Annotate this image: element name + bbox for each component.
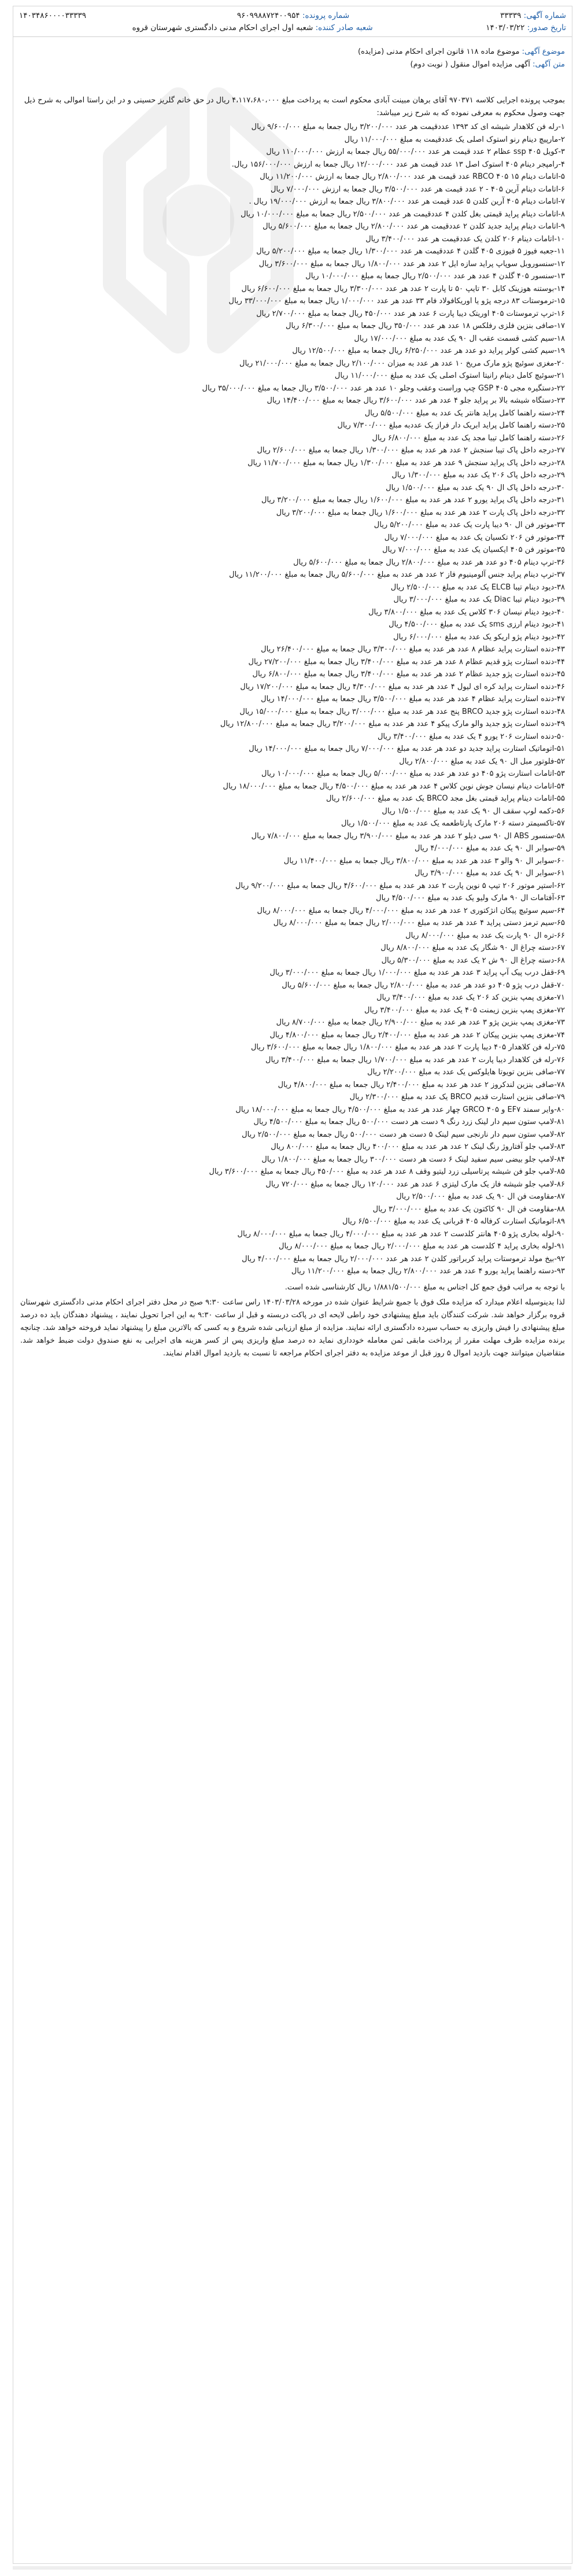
list-item: ۴۰-دیود دینام نیسان ۳۰۶ کلاس یک عدد به مبلغ ۳/۸۰۰/۰۰۰ ریال — [368, 607, 565, 617]
closing-paragraph: لذا بدینوسیله اعلام میدارد که مزایده ملک فوق با جمیع شرایط عنوان شده در مورخه ۱۴۰۳/۰۳/۲۸ راس ساعت ۹:۳۰ صبح در محل دفتر اجرای احکام مدنی دادگستری شهرستان قروه برگزار خواهد شد. شرکت کنندگان باید مبلغ پیشنهادی خود راطی لایحه ای در پاکت دربسته و قبل از ساعت ۹:۳۰ به این اجرا تحویل نمایند ، پیشنهاد دهندگان باید ده درصد مبلغ پیشنهادی را فیش واریزی به حساب سپرده دادگستری ارائه نمایند. مزایده از مبلغ ارزیابی شده شروع و به کسی که بالاترین مبلغ را پیشنهاد نماید فروخته خواهد شد. چنانچه برنده مزایده ظرف مهلت مقرر از پرداخت مابقی ثمن معامله خودداری نماید ده درصد مبلغ واریزی پس از کسر هزینه های اجرایی به نفع صندوق دولت ضبط خواهد شد. متقاضیان میتوانند جهت بازدید اموال ۵ روز قبل از موعد مزایده به دفتر اجرای احکام مراجعه تا نسبت به بازدید اموال اقدام نمایند. — [20, 1298, 565, 1358]
list-item: ۷-اتامات دینام ۴۰۵ آرین کلدن ۵ عدد قیمت هر عدد ۳/۸۰۰/۰۰۰ ریال جمعا به ارزش ۱۹/۰۰۰/۰۰۰ ریال . — [249, 197, 565, 206]
issue-date: تاریخ صدور: ۱۴۰۳/۰۳/۲۲ — [486, 23, 566, 32]
list-item: ۸۷-مقاومت فن ال ۹۰ یک عدد به مبلغ ۲/۵۰۰/۰۰۰ ریال — [396, 1192, 565, 1201]
list-item: ۸۵-لامپ جلو فن شیشه پرتاسیلی زرد لیتیو وقف ۸ عدد هر عدد به مبلغ ۴۵۰/۰۰۰ ریال جمعا به مبلغ ۳/۶۰۰/۰۰۰ ریال — [209, 1167, 565, 1176]
list-item: ۵۹-سوابر ال ۹۰ یک عدد به مبلغ ۴/۰۰۰/۰۰۰ ریال — [414, 844, 565, 853]
list-item: ۸۸-مقاومت فن ال ۹۰ کاکتون یک عدد به مبلغ ۳/۰۰۰/۰۰۰ ریال — [372, 1204, 565, 1214]
list-item: ۳۰-درجه داخل پاک ال ۹۰ یک عدد به مبلغ ۱/۵۰۰/۰۰۰ ریال — [386, 483, 565, 492]
list-item: ۱۰-اتامات دینام ۲۰۶ کلدن یک عددقیمت هر عدد ۳/۴۰۰/۰۰۰ ریال — [365, 234, 565, 244]
list-item: ۵۳-اتامات استارت پژو ۴۰۵ دو عدد هر عدد به مبلغ ۵/۰۰۰/۰۰۰ ریال جمعا به مبلغ ۱۰/۰۰۰/۰۰۰ ریال — [261, 769, 565, 778]
list-item: ۴۴-دنده استارت پژو قدیم عظام ۸ عدد هر عدد به مبلغ ۳/۴۰۰/۰۰۰ ریال جمعا به مبلغ ۲۷/۲۰۰/۰۰۰ ریال — [248, 657, 565, 666]
list-item: ۹۲-بیخ مولد ترموستات پراید کربراتور کلدن ۲ عدد هر عدد ۲/۰۰۰/۰۰۰ ریال جمعا به مبلغ ۴/۰۰۰/۰۰۰ ریال — [242, 1254, 565, 1263]
list-item: ۱۳-سنسور ۴۰۵ گلدن ۴ عدد هر عدد ۲/۵۰۰/۰۰۰ ریال جمعا به مبلغ ۱۰/۰۰۰/۰۰۰ ریال — [305, 272, 565, 281]
list-item: ۷۹-صافی بنزین استارت قدیم BRCO یک عدد به مبلغ ۲/۳۰۰/۰۰۰ ریال — [349, 1093, 565, 1101]
list-item: ۲۹-درجه داخل پاک ۲۰۶ یک عدد به مبلغ ۱/۳۰۰/۰۰۰ ریال — [391, 471, 565, 480]
list-item: ۷۳-مغزی پمپ بنزین پژو ۳ عدد هر عدد به مبلغ ۲/۹۰۰/۰۰۰ ریال جمعا به مبلغ ۸/۷۰۰/۰۰۰ ریال — [276, 1018, 565, 1027]
list-item: ۳۶-ترپ دینام ۴۰۵ دو عدد هر عدد به مبلغ ۲/۸۰۰/۰۰۰ ریال جمعا به مبلغ ۵/۶۰۰/۰۰۰ ریال — [293, 558, 565, 567]
list-item: ۸۹-اتوماتیک استارت کرفاله ۴۰۵ قربانی یک عدد به مبلغ ۶/۵۰۰/۰۰۰ ریال — [342, 1217, 565, 1226]
subject-line: موضوع آگهی: موضوع ماده ۱۱۸ قانون اجرای احکام مدنی (مزایده) — [358, 47, 565, 56]
header-row-1 — [19, 11, 566, 20]
notice-body — [20, 94, 565, 1360]
list-item: ۵۵-اتامات دینام پراید قیمتی بغل مجد BRCO یک عدد به مبلغ ۲/۶۰۰/۰۰۰ ریال — [326, 794, 565, 803]
list-item: ۸۳-لامپ جلو آفتاروژ رنگ لینک ۲ عدد هر عدد به مبلغ ۴۰۰/۰۰۰ ریال جمعا به مبلغ ۸۰۰/۰۰۰ ریال — [271, 1143, 565, 1151]
notice-header — [13, 6, 572, 37]
list-item: ۵۲-فلوتور مبل ال ۹۰ یک عدد به مبلغ ۲/۸۰۰/۰۰۰ ریال — [399, 757, 565, 766]
list-item: ۳۵-موتور فن ۴۰۵ ایکسیان یک عدد به مبلغ ۷/۰۰۰/۰۰۰ ریال — [382, 546, 565, 554]
list-item: ۵۷-تاکسیمتر دسته ۲۰۶ مارک پارتاطعمه یک عدد به مبلغ ۱/۵۰۰/۰۰۰ ریال — [341, 819, 565, 828]
list-item: ۶۵-سیم ترمز دستی پراید ۴ عدد هر عدد به مبلغ ۲/۰۰۰/۰۰۰ ریال جمعا به مبلغ ۸/۰۰۰/۰۰۰ ریال — [273, 919, 565, 927]
list-item: ۶۱-سوابر ال ۹۰ یک عدد به مبلغ ۳/۹۰۰/۰۰۰ ریال — [414, 869, 565, 878]
list-item: ۱۹-سیم کشی کولر پراید دو عدد هر عدد ۶/۲۵۰/۰۰۰ ریال جمعا به مبلغ ۱۲/۵۰۰/۰۰۰ ریال — [292, 347, 565, 355]
issuing-branch: شعبه صادر کننده: شعبه اول اجرای احکام مدنی دادگستری شهرستان قروه — [132, 23, 373, 32]
list-item: ۴۹-دنده استارت پژو جدید والو مارک پیکو ۴ عدد هر عدد به مبلغ ۳/۲۰۰/۰۰۰ ریال جمعا به مبلغ ۱۲/۸۰۰/۰۰۰ ریال — [220, 720, 565, 728]
list-item: ۱۸-سیم کشی قسمت عقب ال ۹۰ یک عدد به مبلغ ۱۷/۰۰۰/۰۰۰ ریال — [354, 334, 565, 343]
list-item: ۲۸-درجه داخل پاک پراید سنجش ۹ عدد هر عدد به مبلغ ۱/۳۰۰/۰۰۰ ریال جمعا به مبلغ ۱۱/۷۰۰/۰۰۰ ریال — [247, 458, 565, 467]
list-item: ۵۱-اتوماتیک استارت پراید جدید دو عدد هر عدد به مبلغ ۷/۰۰۰/۰۰۰ ریال جمعا به مبلغ ۱۴/۰۰۰/۰۰۰ ریال — [249, 745, 565, 753]
list-item: ۹-اتامات دینام پراید جدید کلدن ۲ عددقیمت هر عدد ۲/۸۰۰/۰۰۰ ریال جمعا به مبلغ ۵/۶۰۰/۰۰۰ ریال — [263, 222, 565, 231]
list-item: ۳۷-ترپ دینام پراید جنس آلومینیوم فاز ۲ عدد هر عدد به مبلغ ۵/۶۰۰/۰۰۰ ریال جمعا به مبلغ ۱۱/۲۰۰/۰۰۰ ریال — [229, 570, 565, 579]
list-item: ۲۲-دستگیره مجی GSP ۴۰۵ چپ وراست وعقب وجلو ۱۰ عدد هر عدد ۳/۵۰۰/۰۰۰ ریال جمعا به مبلغ ۳۵/۰۰۰/۰۰۰ ریال — [202, 384, 565, 393]
list-item: ۷۷-صافی بنزین تویوتا هایلوکس یک عدد به مبلغ ۲/۲۰۰/۰۰۰ ریال — [367, 1068, 565, 1077]
list-item: ۶۳-آفتامات ال ۹۰ مارک ولیو یک عدد به مبلغ ۴/۵۰۰/۰۰۰ ریال — [376, 894, 565, 902]
header-row-2 — [19, 23, 566, 32]
list-item: ۲-مارپیچ دینام رنو استوک اصلی یک عددقیمت به مبلغ ۱۱/۰۰۰/۰۰۰ ریال — [344, 135, 565, 144]
list-item: ۶۹-قفل درب پیک آپ پراید ۳ عدد هر عدد به مبلغ ۱/۰۰۰/۰۰۰ ریال جمعا به مبلغ ۳/۰۰۰/۰۰۰ ریال — [269, 968, 565, 977]
list-item: ۸۱-لامپ ستون سیم دار لینک زرد رنگ ۹ دست هر دست ۵۰۰/۰۰۰ ریال جمعا به مبلغ ۴/۵۰۰/۰۰۰ ریال — [253, 1118, 565, 1126]
list-item: ۹۰-لوله بخاری پژو ۴۰۵ هانتر کلدست ۲ عدد هر عدد به مبلغ ۴/۰۰۰/۰۰۰ ریال جمعا به مبلغ ۸/۰۰۰/۰۰۰ ریال — [237, 1229, 565, 1239]
list-item: ۵۸-سنسور ABS ال ۹۰ سی دیلو ۲ عدد هر عدد به مبلغ ۳/۹۰۰/۰۰۰ ریال جمعا به مبلغ ۷/۸۰۰/۰۰۰ ریال — [251, 831, 565, 841]
list-item: ۷۵-رله فن کلاهدار ۴۰۵ دیبا پارت ۲ عدد هر عدد به مبلغ ۱/۸۰۰/۰۰۰ ریال جمعا به مبلغ ۳/۶۰۰/۰۰۰ ریال — [250, 1043, 565, 1052]
list-item: ۴۸-دنده استارت پژو جدید BRCO پنج عدد هر عدد به مبلغ ۳/۰۰۰/۰۰۰ ریال جمعا به مبلغ ۱۵/۰۰۰/۰۰۰ ریال — [239, 707, 565, 716]
list-item: ۳۲-درجه داخل پاک پارت ۲ عدد هر عدد به مبلغ ۱/۶۰۰/۰۰۰ ریال جمعا به مبلغ ۳/۲۰۰/۰۰۰ ریال — [276, 508, 565, 517]
list-item: ۹۱-لوله بخاری پراید ۴ کلدست هر عدد به مبلغ ۲/۰۰۰/۰۰۰ ریال جمعا به مبلغ ۸/۰۰۰/۰۰۰ ریال — [279, 1242, 565, 1251]
list-item: ۱۶-ترپ ترموستات ۴۰۵ اوریتک دیبا پارت ۶ عدد هر عدد ۴۵۰/۰۰۰ ریال جمعا به مبلغ ۲/۷۰۰/۰۰۰ ریال — [256, 309, 565, 318]
list-item: ۴۱-دیود دینام ارزی sms یک عدد به مبلغ ۴/۵۰۰/۰۰۰ ریال — [389, 620, 565, 629]
list-item: ۷۶-رله فن کلاهدار دیبا پارت ۲ عدد هر عدد به مبلغ ۱/۷۰۰/۰۰۰ ریال جمعا به مبلغ ۳/۴۰۰/۰۰۰ ریال — [265, 1055, 565, 1064]
list-item: ۸۴-لامپ جلو بیضی سیم سفید لینک ۶ دست هر دست ۳۰۰/۰۰۰ ریال جمعا به مبلغ ۱/۸۰۰/۰۰۰ ریال — [261, 1155, 565, 1164]
list-item: ۵-اتامات دینام RBCO ۴۰۵ ۱۵ عدد قیمت هر عدد ۲/۸۰۰/۰۰۰ ریال جمعا به ارزش ۱۱/۲۰۰/۰۰۰ ریال — [260, 172, 565, 181]
list-item: ۲۴-دسته راهنما کامل پراید هانتر یک عدد به مبلغ ۵/۵۰۰/۰۰۰ ریال — [364, 408, 565, 418]
list-item: ۴۷-دنده استارت پراید عظام ۴ عدد هر عدد به مبلغ ۳/۵۰۰/۰۰۰ ریال جمعا به مبلغ ۱۴/۰۰۰/۰۰۰ ریال — [261, 695, 565, 703]
list-item: ۵۴-اتامات دینام نیسان جوش نوین کلاس ۴ عدد هر عدد به مبلغ ۴/۵۰۰/۰۰۰ ریال جمعا به مبلغ ۱۸/۰۰۰/۰۰۰ ریال — [223, 782, 565, 791]
list-item: ۴۲-دیود دینام پژو اریکو یک عدد به مبلغ ۶/۰۰۰/۰۰۰ ریال — [393, 632, 565, 642]
list-item: ۶۲-استپر موتور ۲۰۶ تیپ ۵ نوین پارت ۲ عدد هر عدد به مبلغ ۴/۶۰۰/۰۰۰ ریال جمعا به مبلغ ۹/۲۰۰/۰۰۰ ریال — [235, 881, 565, 890]
page-bottom-strip — [13, 2566, 571, 2570]
list-item: ۱۲-سنسوروبل سوپاپ پراید سازه ایل ۲ عدد هر عدد ۱/۸۰۰/۰۰۰ ریال جمعا به مبلغ ۳/۶۰۰/۰۰۰ ریال — [258, 259, 565, 268]
list-item: ۷۸-صافی بنزین لندکروز ۲ عدد هر عدد به مبلغ ۲/۴۰۰/۰۰۰ ریال جمعا به مبلغ ۴/۸۰۰/۰۰۰ ریال — [278, 1080, 565, 1089]
list-item: ۳۹-دیود دینام تیبا Diac یک عدد به مبلغ ۳/۰۰۰/۰۰۰ ریال — [393, 595, 565, 604]
list-item: ۵۶-دکمه لوپ سقف ال ۹۰ یک عدد به مبلغ ۱/۵۰۰/۰۰۰ ریال — [382, 806, 565, 816]
list-item: ۶۶-تره ال ۹۰ پارت یک عدد به مبلغ ۸/۰۰۰/۰۰۰ ریال — [405, 931, 565, 940]
list-item: ۷۱-مغزی پمپ بنزین کد ۲۰۶ یک عدد به مبلغ ۳/۴۰۰/۰۰۰ ریال — [376, 993, 565, 1002]
list-item: ۷۲-مغزی پمپ بنزین زیمنت ۴۰۵ یک عدد به مبلغ ۳/۴۰۰/۰۰۰ ریال — [364, 1005, 565, 1015]
items-list — [20, 121, 565, 1278]
list-item: ۱-رله فن کلاهدار شیشه ای کد ۱۳۹۳ عددقیمت هر عدد ۳/۲۰۰/۰۰۰ ریال جمعا به مبلغ ۹/۶۰۰/۰۰۰ ریال — [251, 123, 565, 131]
list-item: ۱۵-ترموستات ۸۳ درجه پژو یا اوریکافولاد فام ۳۳ عدد هر عدد ۱/۰۰۰/۰۰۰ ریال جمعا به مبلغ ۳۳/۰۰۰/۰۰۰ ریال — [228, 297, 565, 305]
notice-number: شماره آگهی: ۳۳۳۳۹ — [500, 11, 566, 20]
list-item: ۱۱-جعبه فیوز ۵ فیوزی ۴۰۵ گلدن ۴ عددقیمت هر عدد ۱/۳۰۰/۰۰۰ ریال جمعا به مبلغ ۵/۲۰۰/۰۰۰ ریال — [256, 247, 565, 256]
notice-paper — [13, 6, 572, 2564]
list-item: ۳۴-موتور فن ۲۰۶ تکسیان یک عدد به مبلغ ۷/۰۰۰/۰۰۰ ریال — [384, 533, 565, 542]
list-item: ۲۳-دستگاه شیشه بالا بر پراید جلو ۴ عدد هر عدد ۳/۶۰۰/۰۰۰ ریال جمعا به مبلغ ۱۴/۴۰۰/۰۰۰ ریال — [267, 396, 565, 405]
list-item: ۲۷-درجه داخل پاک تیبا سنجش ۲ عدد هر عدد به مبلغ ۱/۳۰۰/۰۰۰ ریال جمعا به مبلغ ۲/۶۰۰/۰۰۰ ریال — [257, 446, 565, 455]
list-item: ۴۵-دنده استارت پژو جدید عظام ۲ عدد هر عدد به مبلغ ۳/۴۰۰/۰۰۰ ریال جمعا به مبلغ ۶/۸۰۰/۰۰۰ ریال — [252, 670, 565, 679]
list-item: ۲۱-سوئیچ کامل دینام رانیتا استوک اصلی یک عدد به مبلغ ۱۱/۰۰۰/۰۰۰ ریال — [334, 371, 565, 380]
list-item: ۵۰-دنده استارت ۲۰۶ یورو ۴ یک عدد به مبلغ ۳/۴۰۰/۰۰۰ ریال — [377, 732, 565, 741]
total-line: با توجه به مراتب فوق جمع کل اجناس به مبلغ ۱/۸۸۱/۵۰۰/۰۰۰ ریال کارشناسی شده است. — [284, 1283, 565, 1292]
list-item: ۱۷-صافی بنزین فلزی رفلکس ۱۸ عدد هر عدد ۳۵۰/۰۰۰ ریال جمعا به مبلغ ۶/۳۰۰/۰۰۰ ریال — [286, 322, 565, 330]
list-item: ۶۰-سوابر ال ۹۰ والو ۳ عدد هر عدد به مبلغ ۳/۸۰۰/۰۰۰ ریال جمعا به مبلغ ۱۱/۴۰۰/۰۰۰ ریال — [283, 856, 565, 865]
list-item: ۷۴-مغزی پمپ بنزین پیکان ۲ عدد هر عدد به مبلغ ۲/۴۰۰/۰۰۰ ریال جمعا به مبلغ ۴/۸۰۰/۰۰۰ ریال — [269, 1030, 565, 1040]
notice-subject — [20, 46, 565, 71]
list-item: ۷۰-قفل درب پژو ۴۰۵ دو عدد هر عدد به مبلغ ۲/۸۰۰/۰۰۰ ریال جمعا به مبلغ ۵/۶۰۰/۰۰۰ ریال — [282, 981, 565, 990]
list-item: ۶۴-سیم سوئیچ پیکان انژکتوری ۲ عدد هر عدد به مبلغ ۴/۰۰۰/۰۰۰ ریال جمعا به مبلغ ۸/۰۰۰/۰۰۰ ریال — [257, 906, 565, 915]
list-item: ۳۱-درجه داخل پاک پراید یورو ۲ عدد هر عدد به مبلغ ۱/۶۰۰/۰۰۰ ریال جمعا به مبلغ ۳/۲۰۰/۰۰۰ ریال — [261, 496, 565, 504]
list-item: ۳۸-دیود دینام تیبا ELCB یک عدد به مبلغ ۲/۵۰۰/۰۰۰ ریال — [390, 583, 565, 592]
text-title-line: متن آگهی: آگهی مزایده اموال منقول ( نوبت دوم) — [410, 60, 565, 69]
list-item: ۳۳-موتور فن ال ۹۰ دیبا پارت یک عدد به مبلغ ۵/۲۰۰/۰۰۰ ریال — [374, 521, 565, 529]
list-item: ۲۵-دسته راهنما کامل پراید ابریک دار فراز یک عددبه مبلغ ۷/۳۰۰/۰۰۰ ریال — [337, 421, 565, 430]
list-item: ۸۲-لامپ ستون سیم دار نارنجی سیم لینک ۵ دست هر دست ۵۰۰/۰۰۰ ریال جمعا به مبلغ ۲/۵۰۰/۰۰۰ ریال — [242, 1130, 565, 1139]
list-item: ۸۶-لامپ جلو شیشه فاز یک مارک لیتزی ۶ عدد هر عدد ۱۲۰/۰۰۰ ریال جمعا به مبلغ ۷۲۰/۰۰۰ ریال — [265, 1180, 565, 1189]
list-item: ۴-رامپجر دینام ۴۰۵ استوک اصل ۱۳ عدد قیمت هر عدد ۱۲/۰۰۰/۰۰۰ ریال جمعا به ارزش ۱۵۶/۰۰۰/۰۰۰ ریال. — [231, 160, 565, 169]
list-item: ۴۳-دنده استارت پراید عظام ۸ عدد هر عدد به مبلغ ۳/۳۰۰/۰۰۰ ریال جمعا به مبلغ ۲۶/۴۰۰/۰۰۰ ریال — [261, 645, 565, 654]
list-item: ۳-کویل ۴۰۵ ssp عظام ۲ عدد قیمت هر عدد ۵۵/۰۰۰/۰۰۰ ریال جمعا به ارزش ۱۱۰/۰۰۰/۰۰۰ ریال — [266, 148, 565, 156]
list-item: ۲۰-مغزی سوئیچ پژو مارک مریخ ۱۰ عدد هر عدد به میزان ۲/۱۰۰/۰۰۰ ریال جمعا به مبلغ ۲۱/۰۰۰/۰۰۰ ریال — [239, 359, 565, 368]
ad-id: ۱۴۰۳۴۸۶۰۰۰۰۳۳۳۳۹ — [19, 11, 87, 20]
list-item: ۶۸-دسته چراغ ال ۹۰ ش ۲ یک عدد به مبلغ ۵/۳۰۰/۰۰۰ ریال — [381, 956, 565, 965]
docket-number: شماره پرونده: ۹۶۰۹۹۸۸۷۲۴۰۰۹۵۴ — [236, 11, 350, 20]
list-item: ۲۶-دسته راهنما کامل تیبا مجد یک عدد به مبلغ ۶/۸۰۰/۰۰۰ ریال — [372, 433, 565, 443]
list-item: ۴۶-دنده استارت پراید کره ای لیول ۴ عدد هر عدد به مبلغ ۴/۳۰۰/۰۰۰ ریال جمعا به مبلغ ۱۷/۲۰۰/۰۰۰ ریال — [240, 682, 565, 691]
list-item: ۱۴-بوستنه هوزینک کابل ۳۰ تایپ ۵۰ تا پارت ۲ عدد هر عدد ۳/۳۰۰/۰۰۰ ریال جمعا به مبلغ ۶/۶۰۰/۰۰۰ ریال — [241, 284, 565, 293]
list-item: ۹۳-دسته راهنما پراید یورو ۴ عدد هر عدد ۲/۸۰۰/۰۰۰ ریال جمعا به مبلغ ۱۱/۲۰۰/۰۰۰ ریال — [291, 1267, 565, 1276]
intro-paragraph: بموجب پرونده اجرایی کلاسه ۹۷۰۳۷۱ آقای برهان مبینت آبادی محکوم است به پرداخت مبلغ ۴،۱۱۷،۶۸۰،۰۰۰ ریال در حق خانم گلریز حسینی و در این راستا اموالی به شرح ذیل جهت وصول محکوم به معرفی نموده که به شرح زیر میباشد: — [24, 96, 565, 117]
list-item: ۶۷-دسته چراغ ال ۹۰ شگار یک عدد به مبلغ ۸/۸۰۰/۰۰۰ ریال — [380, 944, 565, 952]
list-item: ۸۰-وایر سمند EF۷ و GRCO ۴۰۵ چهار عدد هر عدد به مبلغ ۴/۵۰۰/۰۰۰ ریال جمعا به مبلغ ۱۸/۰۰۰/۰۰۰ ریال — [235, 1105, 565, 1114]
list-item: ۶-اتامات دینام آرین ۴۰۵ - ۲ عدد قیمت هر عدد ۳/۵۰۰/۰۰۰ ریال جمعا به ارزش ۷/۰۰۰/۰۰۰ ریال — [270, 185, 565, 194]
list-item: ۸-اتامات دینام پراید قیمتی بغل کلدن ۴ عددقیمت هر عدد ۲/۵۰۰/۰۰۰ ریال جمعا به مبلغ ۱۰/۰۰۰/۰۰۰ ریال — [241, 209, 565, 219]
